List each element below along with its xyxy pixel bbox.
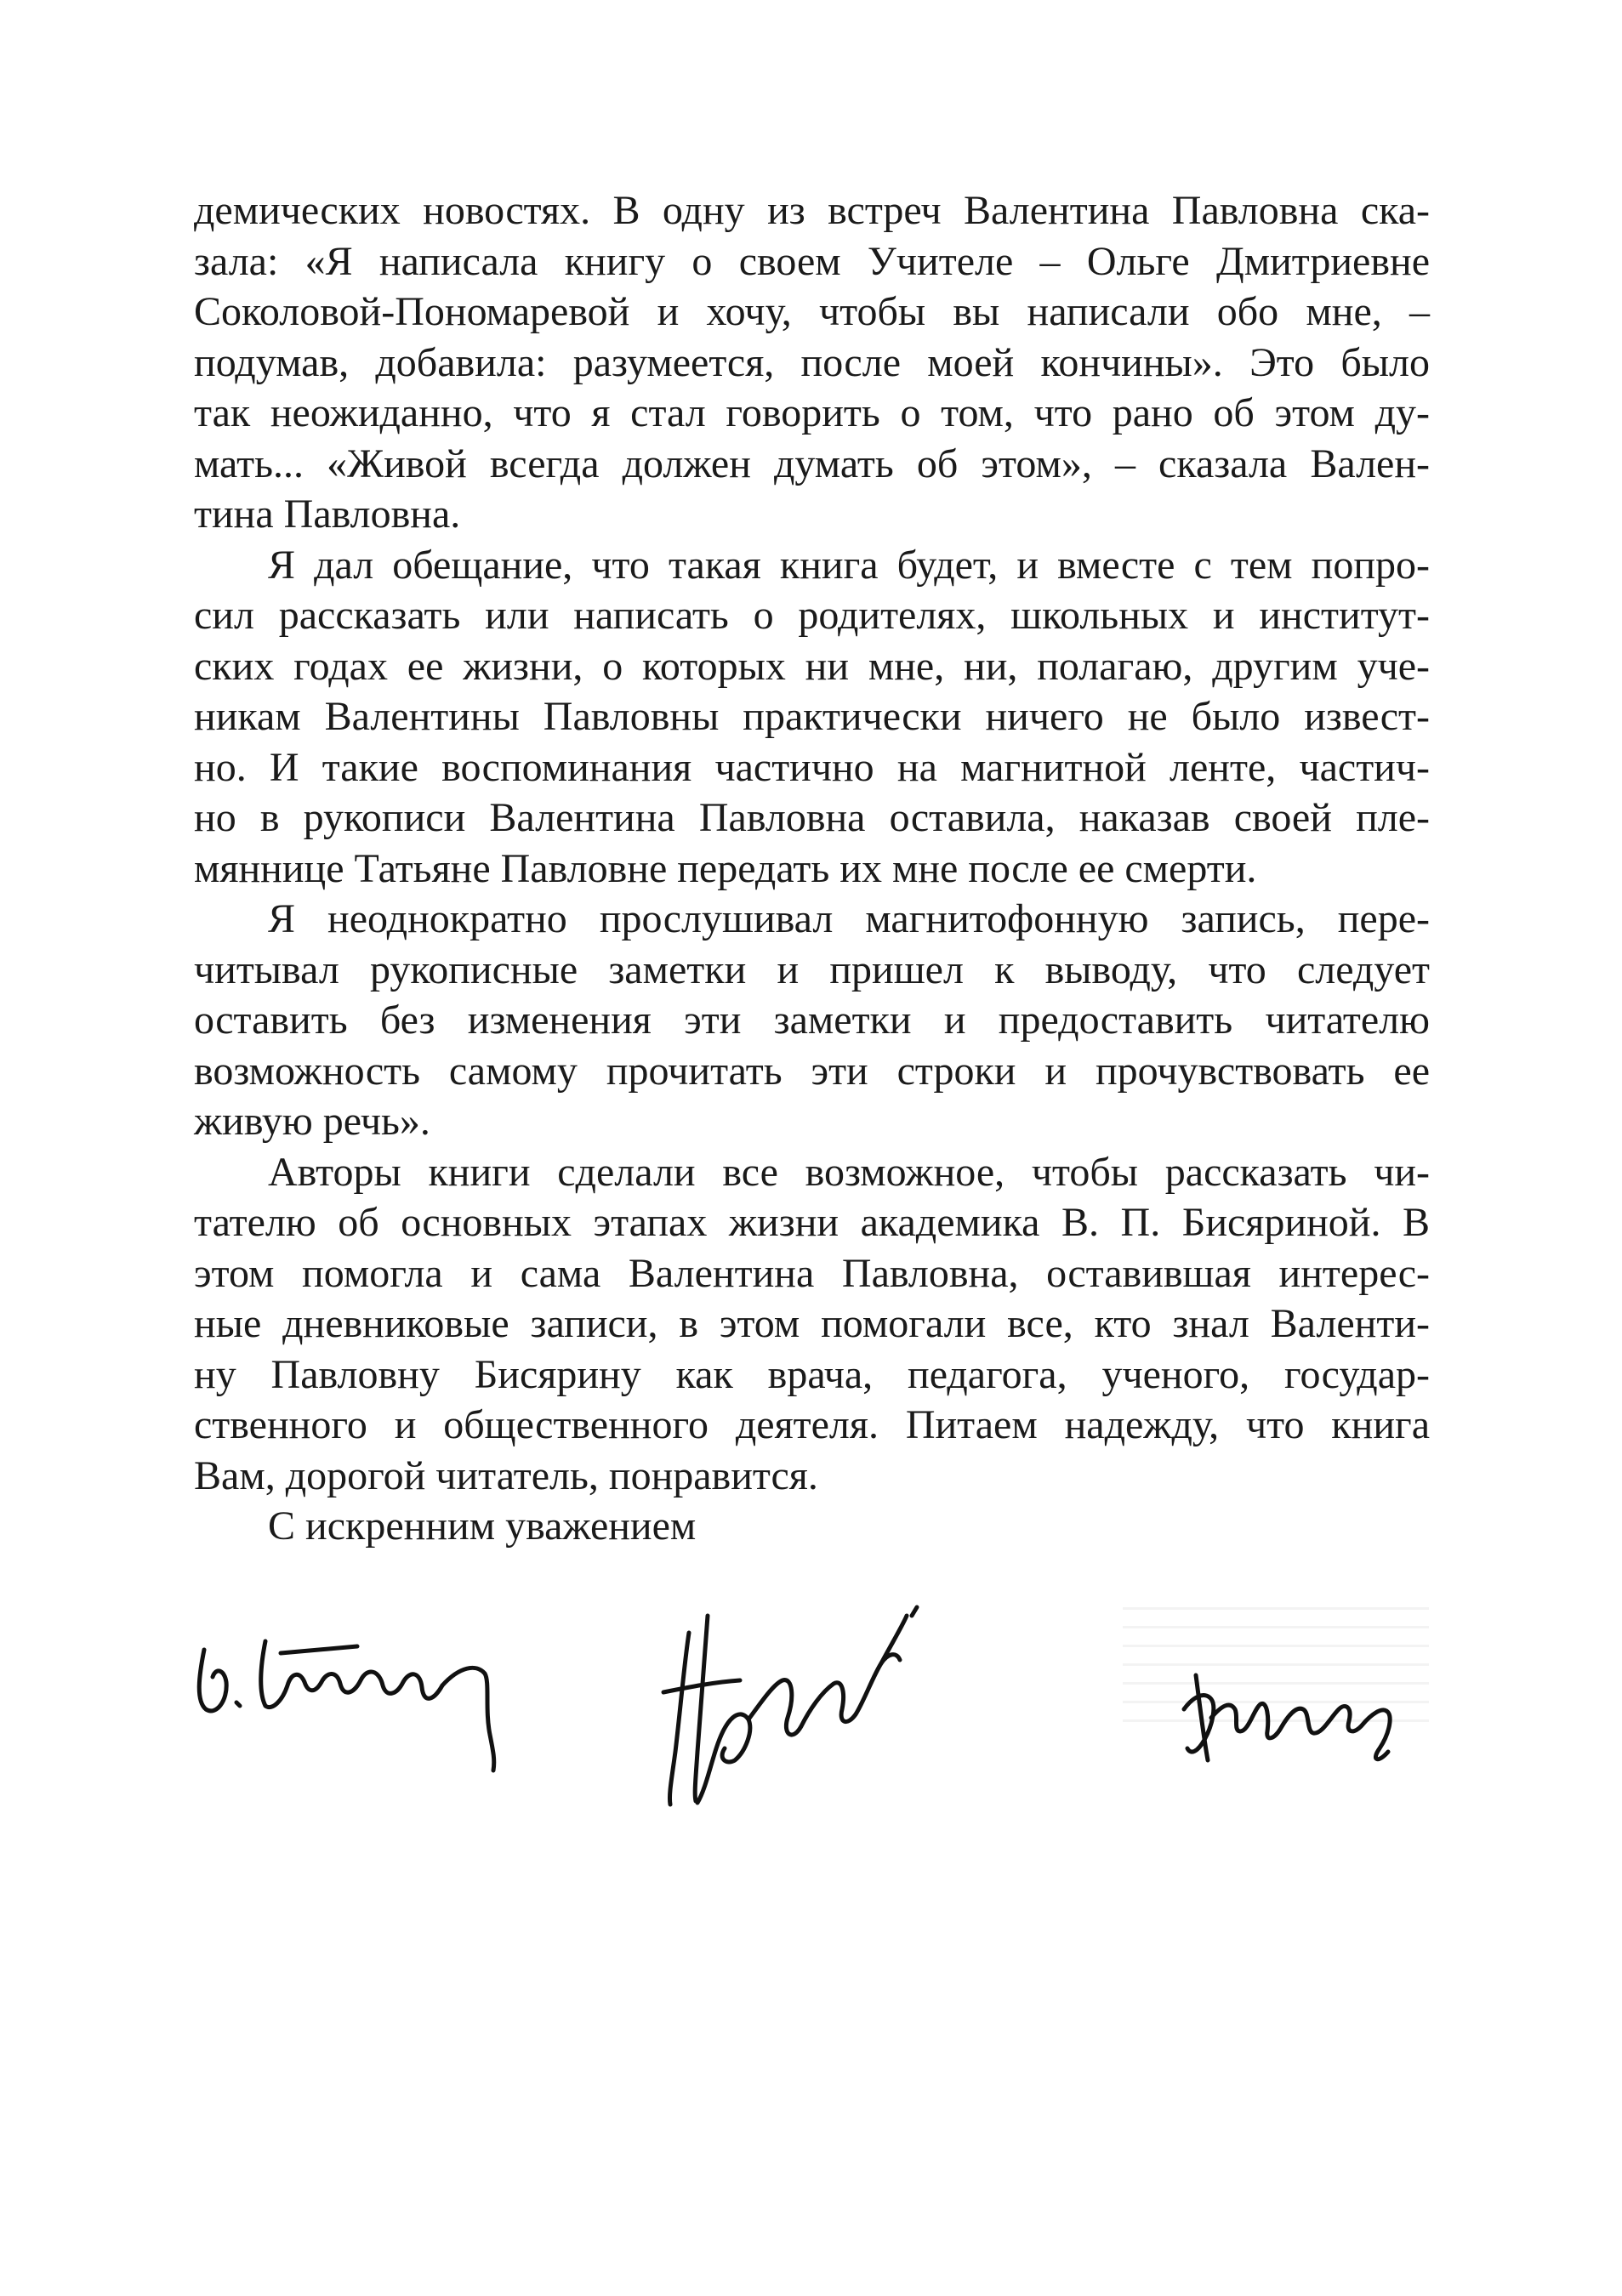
signatures-svg bbox=[187, 1582, 1429, 1888]
paragraph-start-line: Я дал обещание, что такая книга будет, и вместе с тем попро- bbox=[268, 542, 1430, 588]
text-line: ные дневниковые записи, в этом помогали все, кто знал Валенти- bbox=[194, 1301, 1430, 1346]
text-line: живую речь». bbox=[194, 1099, 430, 1144]
text-line: зала: «Я написала книгу о своем Учителе – Ольге Дмитриевне bbox=[194, 238, 1430, 284]
text-line: сил рассказать или написать о родителях, школьных и институт- bbox=[194, 593, 1430, 638]
text-line: мяннице Татьяне Павловне передать их мне после ее смерти. bbox=[194, 845, 1257, 891]
text-line: ственного и общественного деятеля. Питаем надежду, что книга bbox=[194, 1402, 1430, 1447]
text-line: тина Павловна. bbox=[194, 492, 461, 537]
text-line: возможность самому прочитать эти строки и прочувствовать ее bbox=[194, 1048, 1430, 1094]
text-line: никам Валентины Павловны практически ничего не было извест- bbox=[194, 694, 1430, 739]
paragraph-start-line: Я неоднократно прослушивал магнитофонную запись, пере- bbox=[268, 896, 1430, 941]
signatures-area bbox=[187, 1582, 1429, 1888]
signature-2 bbox=[663, 1607, 917, 1804]
paragraph-start-line: Авторы книги сделали все возможное, чтобы рассказать чи- bbox=[268, 1149, 1430, 1195]
text-line: мать... «Живой всегда должен думать об этом», – сказала Вален- bbox=[194, 440, 1430, 486]
text-line: тателю об основных этапах жизни академика В. П. Бисяриной. В bbox=[194, 1200, 1430, 1245]
text-line: ских годах ее жизни, о которых ни мне, ни, полагаю, другим уче- bbox=[194, 643, 1430, 689]
body-text bbox=[194, 185, 1430, 1552]
text-line: Вам, дорогой читатель, понравится. bbox=[194, 1452, 818, 1498]
text-line: но. И такие воспоминания частично на магнитной ленте, частич- bbox=[194, 744, 1430, 790]
text-line: этом помогла и сама Валентина Павловна, оставившая интерес- bbox=[194, 1250, 1430, 1296]
text-line: читывал рукописные заметки и пришел к выводу, что следует bbox=[194, 946, 1430, 992]
text-line: демических новостях. В одну из встреч Валентина Павловна ска- bbox=[194, 188, 1430, 233]
text-line: ну Павловну Бисярину как врача, педагога, ученого, государ- bbox=[194, 1351, 1430, 1397]
text-line: но в рукописи Валентина Павловна оставила, наказав своей пле- bbox=[194, 795, 1430, 840]
closing-line: С искренним уважением bbox=[268, 1503, 697, 1549]
text-line: подумав, добавила: разумеется, после моей кончины». Это было bbox=[194, 339, 1430, 385]
signature-3 bbox=[1184, 1675, 1390, 1760]
text-line: так неожиданно, что я стал говорить о том, что рано об этом ду- bbox=[194, 390, 1430, 435]
text-line: оставить без изменения эти заметки и предоставить читателю bbox=[194, 997, 1430, 1043]
signature-1 bbox=[199, 1641, 494, 1770]
text-line: Соколовой-Пономаревой и хочу, чтобы вы написали обо мне, – bbox=[194, 289, 1430, 334]
